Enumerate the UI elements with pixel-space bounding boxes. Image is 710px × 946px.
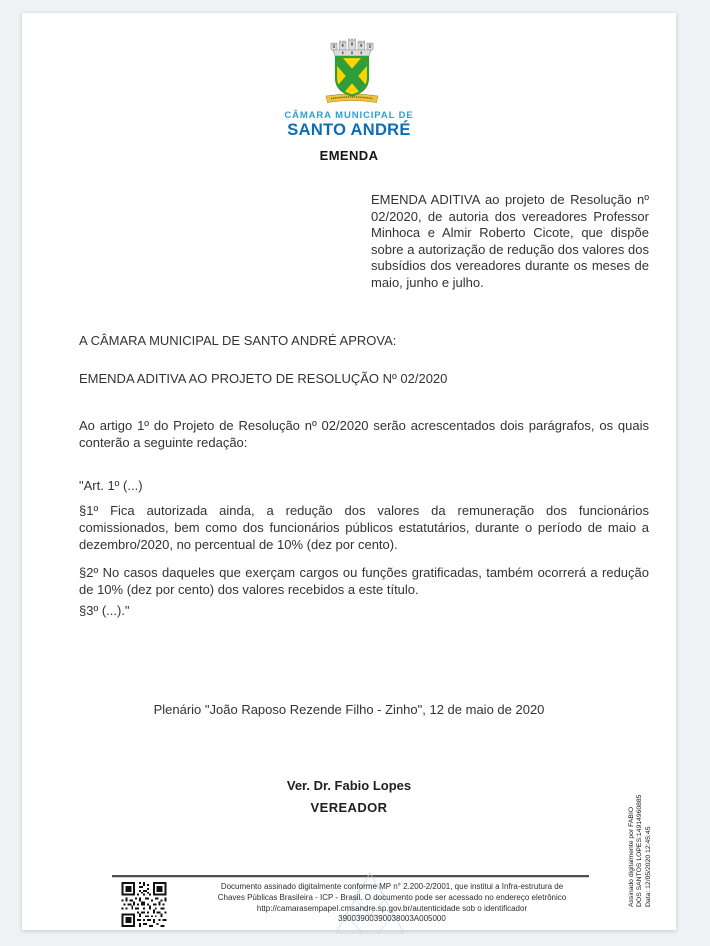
subject-line: EMENDA ADITIVA AO PROJETO DE RESOLUÇÃO Nº 02/2020 bbox=[79, 371, 448, 386]
santo-andre-coat-of-arms-icon bbox=[320, 34, 384, 106]
notice-line: Chaves Públicas Brasileira - ICP - Brasil. O documento pode ser acessado no endereço eletrônico bbox=[217, 892, 567, 902]
digital-signature-stamp bbox=[628, 779, 656, 907]
qr-code bbox=[121, 882, 167, 927]
logo-city-name: SANTO ANDRÉ bbox=[287, 121, 411, 139]
ementa-paragraph: EMENDA ADITIVA ao projeto de Resolução nº 02/2020, de autoria dos vereadores Professor Minhoca e Almir Roberto Cicote, que dispõe sobre a autorização de redução dos valores dos subsídios dos vereadores durante os meses de maio, junho e julho. bbox=[371, 192, 649, 290]
stamp-line: Data: 12/05/2020 12:45:45 bbox=[644, 826, 652, 907]
stamp-line: DOS SANTOS LOPES:14914960885 bbox=[636, 794, 644, 907]
body-paragraph: §2º No casos daqueles que exerçam cargos ou funções gratificadas, também ocorrerá a redução de 10% (dez por cento) dos valores recebidos a este título. bbox=[79, 565, 649, 597]
document-page bbox=[22, 13, 676, 930]
notice-line: http://camarasempapel.cmsandre.sp.gov.br/autenticidade sob o identificador bbox=[256, 903, 528, 913]
logo-city-council-label: CÂMARA MUNICIPAL DE bbox=[284, 110, 414, 121]
body-paragraph: Ao artigo 1º do Projeto de Resolução nº 02/2020 serão acrescentados dois parágrafos, os quais conterão a seguinte redação: bbox=[79, 418, 649, 450]
body-paragraph: §3º (...)." bbox=[79, 603, 130, 618]
plenary-date-line: Plenário "João Raposo Rezende Filho - Zinho", 12 de maio de 2020 bbox=[153, 702, 545, 717]
body-paragraph: "Art. 1º (...) bbox=[79, 478, 143, 493]
signatory-name: Ver. Dr. Fabio Lopes bbox=[286, 778, 412, 793]
signatory-role: VEREADOR bbox=[310, 800, 388, 815]
stamp-line: Assinado digitalmente por FABIO bbox=[628, 806, 635, 907]
body-paragraph: §1º Fica autorizada ainda, a redução dos valores da remuneração dos funcionários comissionados, bem como dos funcionários públicos estatutários, durante o período de maio a dezembro/2020, no percentual de 10% (dez por cento). bbox=[79, 503, 649, 552]
notice-line: Documento assinado digitalmente conforme MP n° 2.200-2/2001, que institui a Infra-estrutura de bbox=[220, 882, 564, 891]
approval-line: A CÂMARA MUNICIPAL DE SANTO ANDRÉ APROVA: bbox=[79, 333, 397, 348]
digital-signature-notice bbox=[182, 882, 602, 925]
document-title: EMENDA bbox=[319, 148, 379, 163]
document-identifier: 39003900390038003A005000 bbox=[338, 914, 446, 924]
